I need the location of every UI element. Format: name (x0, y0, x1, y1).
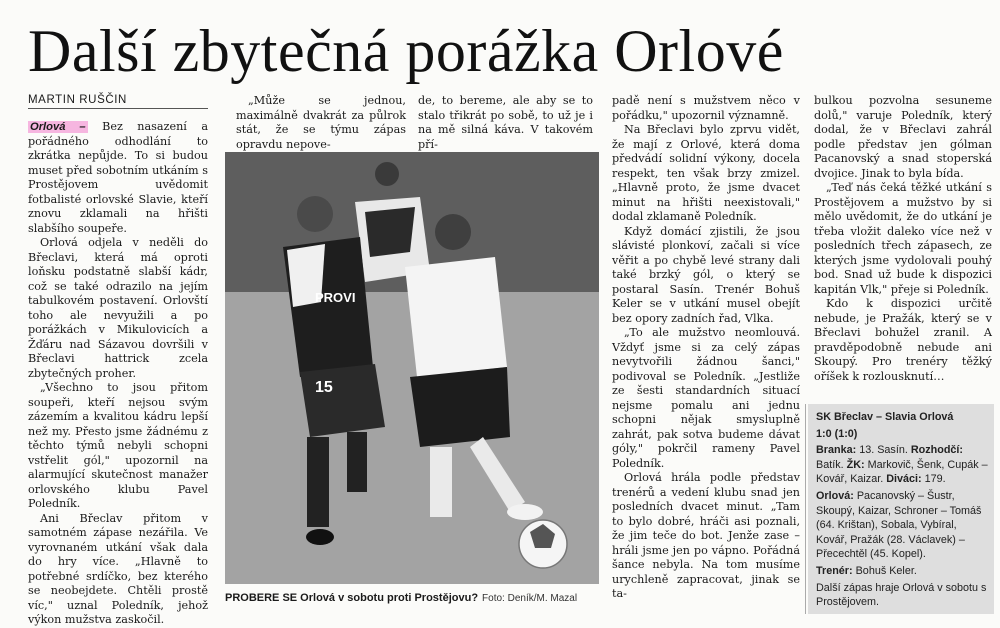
paragraph: Kdo k dispozici určitě nebude, je Pražák, který se v Břeclavi bohužel zranil. A pravděpodobně nebude ani Skoupý. Pro trenéry těžký oříšek k rozlousknutí… (814, 297, 992, 383)
referee: Batík. (816, 458, 844, 471)
paragraph: Na Břeclavi bylo zprvu vidět, že mají z Orlové, která doma předvádí solidní výkony, docela respekt, ten však brzy zmizel. „Hlavně proto, že jsme dvacet minut na hřišti neexistovali," dodal zklamaně Poledník. (612, 123, 800, 223)
match-info-box (808, 404, 994, 614)
coach-label: Trenér: (816, 564, 853, 577)
article-column-1 (28, 120, 208, 628)
shirt-text: PROVI (315, 290, 356, 305)
paragraph-text: Bez nasazení a pořádného odhodlání to zkrátka nepůjde. To si budou muset před sobotním utkáním s Prostějovem uvědomit fotbalisté orlovské Slavie, kteří znovu zklamali na hřišti slabšího soupeře. (28, 120, 209, 235)
lineup-text: Pacanovský – Šustr, Skoupý, Kaizar, Schroner – Tomáš (64. Krištan), Sobala, Vybíral, Kovář, Pražák (28. Václavek) – Přecechtěl (45. Kopel). (816, 489, 982, 561)
paragraph: de, to bereme, ale aby se to stalo třikrát po sobě, to už je i na mě silná káva. V takovém pří- (418, 94, 593, 151)
match-details (816, 443, 988, 487)
shirt-number: 15 (315, 379, 333, 396)
kicker: Orlová – (30, 121, 86, 133)
lead-paragraph (28, 120, 208, 236)
divider (805, 404, 806, 614)
cards-label: ŽK: (846, 458, 865, 471)
article-column-2 (236, 94, 406, 152)
paragraph: „Teď nás čeká těžké utkání s Prostějovem a mužstvo by si mělo uvědomit, že do utkání je třeba vložit daleko více než v posledních třech zápasech, ze kterých jsme vydolovali pouhý bod. Snad už bude k dispozici kapitán Vlk," přeje si Poledník. (814, 181, 992, 296)
attendance-label: Diváci: (886, 473, 922, 486)
headline: Další zbytečná porážka Orlové (28, 18, 784, 84)
cards: Markovič, Šenk, Cupák – Kovář, Kaizar. (816, 458, 988, 486)
match-title: SK Břeclav – Slavia Orlová (816, 411, 954, 423)
coach (816, 564, 988, 579)
photo-caption (225, 592, 605, 604)
article-column-4 (612, 94, 800, 602)
article-column-5 (814, 94, 992, 384)
next-match: Další zápas hraje Orlová v sobotu s Prostějovem. (816, 581, 987, 609)
paragraph: Ani Břeclav přitom v samotném zápase nezářila. Ve vyrovnaném utkání však dala do hry více. „Hlavně to potřebné srdíčko, bez kterého se neobejdete. Chtěli prostě víc," uznal Poledník, jehož výkon mužstva zaskočil. (28, 511, 208, 626)
paragraph: Orlová odjela v neděli do Břeclavi, která má oproti loňsku podstatně slabší kádr, což se také odrazilo na jejím tabulkovém postavení. Orlovští toho ale nevyužili a po porážkách v Mikulovicích a Žďáru nad Sázavou dovršili v Břeclavi hattrick zcela zbytečných proher. (28, 236, 208, 380)
goals-label: Branka: (816, 444, 857, 457)
caption-text: PROBERE SE Orlová v sobotu proti Prostějovu? (225, 592, 479, 604)
goals: 13. Sasín. (859, 444, 908, 457)
paragraph: „Může se jednou, maximálně dvakrát za půlrok stát, že se týmu zápas opravdu nepove- (236, 94, 406, 151)
article-column-3 (418, 94, 593, 152)
attendance: 179. (924, 473, 946, 486)
football-players-illustration (225, 152, 599, 584)
paragraph: bulkou pozvolna sesuneme dolů," varuje Poledník, který dodal, že v Břeclavi zahrál podle představ jen gólman Pacanovský a snad stoperská dvojice. Jinak to byla bída. (814, 94, 992, 180)
photo-credit: Foto: Deník/M. Mazal (482, 593, 578, 604)
lineup (816, 489, 988, 562)
match-score: 1:0 (1:0) (816, 427, 858, 440)
paragraph: „Všechno to jsou přitom soupeři, kteří nejsou svým zázemím a kvalitou kádru lepší než my. Přesto jsme žádnému z těchto týmů nebyli schopni vstřelit gól," upozornil na alarmující skutečnost manažer orlovského klubu Pavel Poledník. (28, 381, 208, 510)
byline: MARTIN RUŠČIN (28, 94, 208, 109)
match-photo (225, 152, 599, 584)
referee-label: Rozhodčí: (910, 444, 964, 457)
coach-name: Bohuš Keler. (855, 564, 917, 577)
paragraph: „To ale mužstvo neomlouvá. Vždyť jsme si za celý zápas nevytvořili žádnou šanci," podivoval se Poledník. „Jestliže ze šesti standardních situací nejsme pomalu ani jednu schopni nějak smysluplně zahrát, pak sotva budeme dávat góly," pokrčil rameny Pavel Poledník. (612, 326, 800, 470)
lineup-label: Orlová: (816, 489, 854, 502)
paragraph: Orlová hrála podle představ trenérů a vedení klubu snad jen posledních dvacet minut. „Tam to bylo dobré, hráči asi poznali, že jim teče do bot. Jenže zase – hráli jsme jen po vápno. Pořádná šance nebyla. Na tom musíme urychleně zapracovat, jinak se ta- (612, 471, 800, 600)
paragraph: Když domácí zjistili, že jsou slávisté plonkoví, začali si více věřit a po chybě levé strany dali také brzký gól, o který se postaral Sasín. Trenér Bohuš Keler se v utkání musel obejít bez opory zadních řad, Vlka. (612, 224, 800, 325)
paragraph: padě není s mužstvem něco v pořádku," upozornil významně. (612, 94, 800, 122)
